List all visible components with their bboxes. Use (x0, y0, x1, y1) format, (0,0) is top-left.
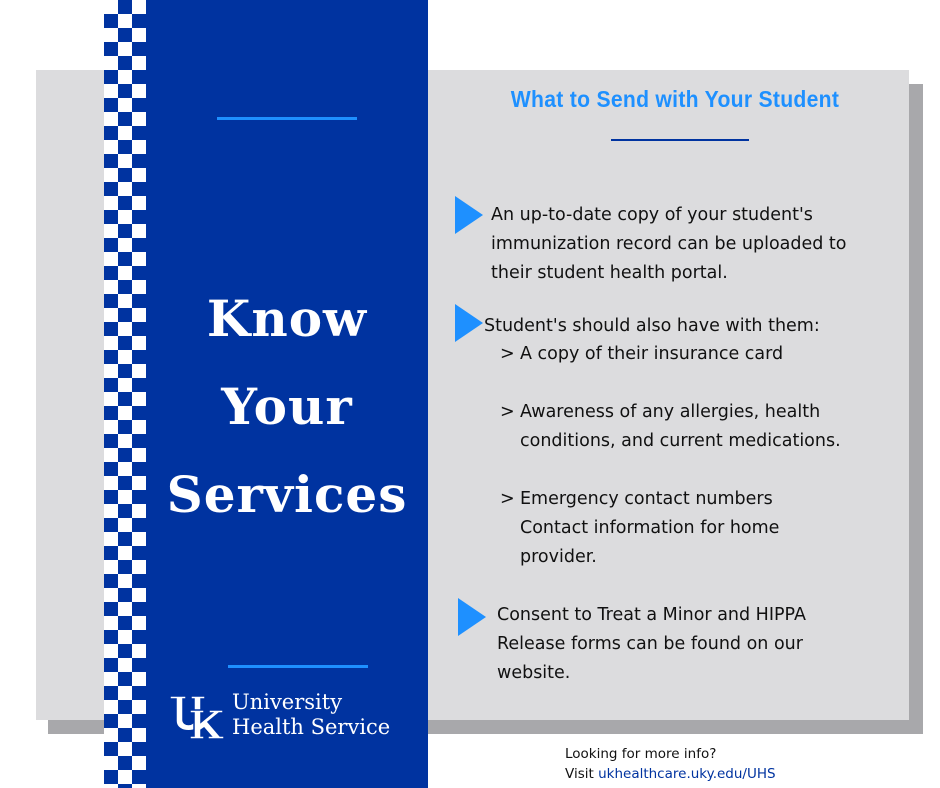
item3-line-2: Release forms can be found on our (497, 634, 803, 654)
subitem-a-line-1: A copy of their insurance card (520, 344, 784, 364)
item1-line-3: their student health portal. (491, 263, 728, 283)
divider-bottom (228, 665, 368, 668)
checkerboard-stripe (104, 0, 148, 788)
list-item-intro: Student's should also have with them: (484, 316, 820, 336)
divider-top (217, 117, 357, 120)
uk-monogram-icon (168, 692, 226, 742)
website-link[interactable]: ukhealthcare.uky.edu/UHS (598, 766, 776, 782)
subitem-c-line-2: Contact information for home (520, 518, 780, 538)
subitem-b-line-2: conditions, and current medications. (520, 431, 841, 451)
title-line-1: Know (206, 289, 368, 348)
list-item-immunization (491, 201, 847, 288)
item3-line-1: Consent to Treat a Minor and HIPPA (497, 605, 806, 625)
footer-visit-line (565, 764, 776, 784)
chevron-right-icon: > (500, 489, 515, 509)
bullet-arrow-icon (455, 304, 483, 342)
subitem-emergency (520, 485, 779, 572)
bullet-arrow-icon (455, 196, 483, 234)
subitem-c-line-1: Emergency contact numbers (520, 489, 773, 509)
chevron-right-icon: > (500, 402, 515, 422)
logo-line-2: Health Service (232, 715, 391, 739)
item1-line-2: immunization record can be uploaded to (491, 234, 847, 254)
footer-question: Looking for more info? (565, 746, 717, 762)
heading-underline (611, 139, 749, 141)
subitem-allergies (520, 398, 841, 456)
bullet-arrow-icon (458, 598, 486, 636)
subitem-b-line-1: Awareness of any allergies, health (520, 402, 821, 422)
item1-line-1: An up-to-date copy of your student's (491, 205, 813, 225)
uk-logo (168, 690, 418, 746)
footer-info (565, 744, 776, 784)
footer-visit-label: Visit (565, 766, 594, 782)
section-heading: What to Send with Your Student (510, 86, 840, 112)
item3-line-3: website. (497, 663, 571, 683)
logo-wordmark (232, 690, 390, 740)
title-line-3: Services (166, 465, 408, 524)
page-title (146, 275, 428, 539)
list-item-consent (497, 601, 806, 688)
subitem-c-line-3: provider. (520, 547, 597, 567)
chevron-right-icon: > (500, 344, 515, 364)
title-line-2: Your (221, 377, 353, 436)
logo-line-1: University (232, 690, 343, 714)
subitem-insurance (520, 340, 783, 369)
